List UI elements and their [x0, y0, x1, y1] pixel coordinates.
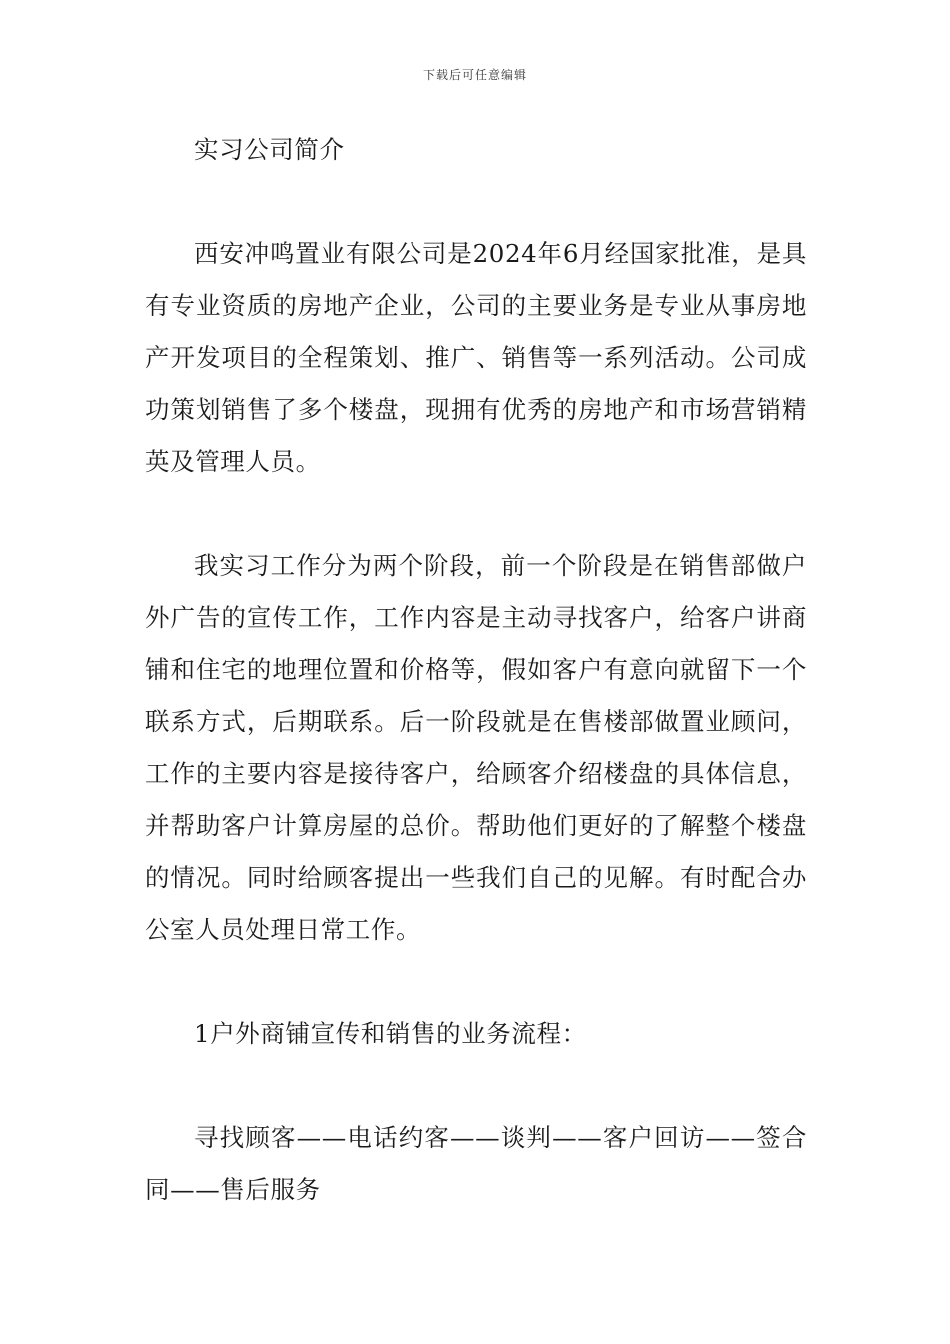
process-flow-paragraph: 寻找顾客——电话约客——谈判——客户回访——签合同——售后服务: [145, 1123, 807, 1204]
internship-work-paragraph: 我实习工作分为两个阶段，前一个阶段是在销售部做户外广告的宣传工作，工作内容是主动寻找客户，给客户讲商铺和住宅的地理位置和价格等，假如客户有意向就留下一个联系方式，后期联系。后一阶段就是在售楼部做置业顾问，工作的主要内容是接待客户，给顾客介绍楼盘的具体信息，并帮助客户计算房屋的总价。帮助他们更好的了解整个楼盘的情况。同时给顾客提出一些我们自己的见解。有时配合办公室人员处理日常工作。: [145, 551, 807, 944]
section-title: 实习公司简介: [194, 135, 345, 164]
company-intro-paragraph: 西安冲鸣置业有限公司是2024年6月经国家批准，是具有专业资质的房地产企业，公司的主要业务是专业从事房地产开发项目的全程策划、推广、销售等一系列活动。公司成功策划销售了多个楼盘，现拥有优秀的房地产和市场营销精英及管理人员。: [145, 239, 807, 476]
process-heading: 1户外商铺宣传和销售的业务流程：: [194, 1019, 587, 1048]
document-body: [145, 124, 807, 1216]
header-note: 下载后可任意编辑: [422, 68, 527, 82]
